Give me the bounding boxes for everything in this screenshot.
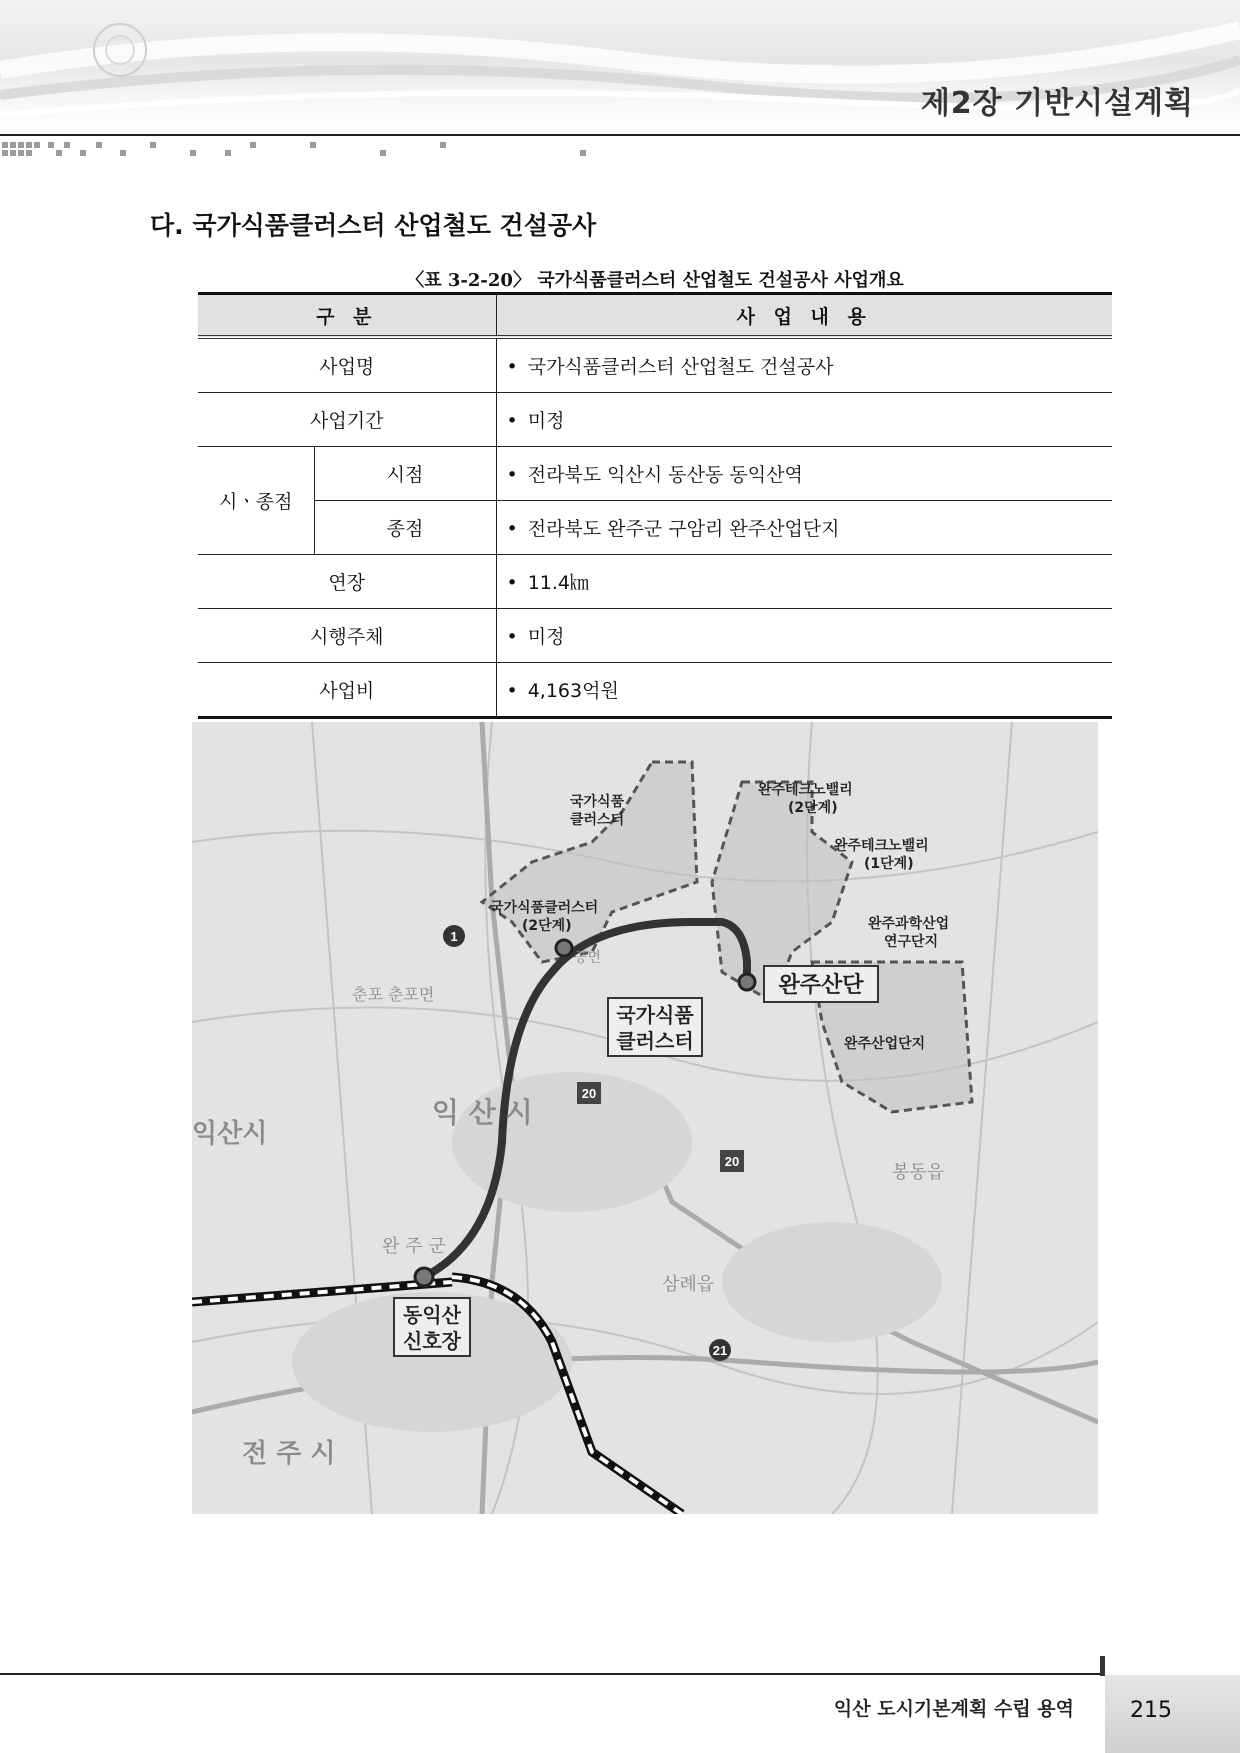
table-header-row [198, 294, 1112, 338]
row-key: 사업명 [198, 337, 496, 393]
page-number-box [1105, 1675, 1240, 1753]
row-value-text: 전라북도 완주군 구암리 완주산업단지 [527, 518, 840, 540]
row-key: 시점 [314, 447, 496, 501]
table-row [198, 447, 1112, 501]
row-value [496, 337, 1112, 393]
jeongmyeon-label: 공면 [574, 950, 602, 966]
wanju-station-marker [739, 974, 755, 990]
techno-1b-label: (1단계) [864, 856, 914, 872]
techno-1-label: 완주테크노밸리 [834, 838, 929, 854]
row-key: 종점 [314, 501, 496, 555]
project-overview-table [198, 292, 1112, 719]
row-value-text: 전라북도 익산시 동산동 동익산역 [527, 464, 803, 486]
iksan-west-label: 익산시 [192, 1119, 268, 1149]
techno-2b-label: (2단계) [788, 800, 838, 816]
chapter-title: 제2장 기반시설계획 [920, 86, 1194, 121]
cluster-station-label: 국가식품 [616, 1003, 694, 1027]
page-header [0, 0, 1240, 140]
bullet-icon: • [506, 356, 518, 378]
bullet-icon: • [506, 680, 518, 702]
wanju-county-label: 완 주 군 [382, 1236, 446, 1257]
cluster-station-marker [556, 940, 572, 956]
row-value [496, 663, 1112, 718]
decorative-squares [0, 140, 620, 160]
bullet-icon: • [506, 626, 518, 648]
footer-title: 익산 도시기본계획 수립 용역 [833, 1698, 1074, 1720]
table-row [198, 555, 1112, 609]
page-number: 215 [1130, 1698, 1172, 1723]
start-station-label-2: 신호장 [403, 1329, 461, 1353]
row-value-text: 4,163억원 [527, 680, 619, 702]
row-value-text: 미정 [527, 626, 565, 648]
row-value-text: 11.4㎞ [527, 572, 590, 594]
road-21-label: 21 [712, 1343, 728, 1358]
cluster-2b-label: (2단계) [522, 918, 572, 934]
row-value [496, 393, 1112, 447]
row-value [496, 609, 1112, 663]
footer-tick [1100, 1656, 1105, 1676]
wanju-station-label: 완주산단 [778, 973, 864, 998]
road-1-label: 1 [450, 929, 458, 944]
start-station-label: 동익산 [403, 1303, 461, 1327]
row-value [496, 555, 1112, 609]
row-value [496, 501, 1112, 555]
cluster-1-label: 국가식품 [570, 794, 625, 810]
samrye-label: 삼례읍 [662, 1274, 715, 1295]
row-key: 사업기간 [198, 393, 496, 447]
table-row [198, 337, 1112, 393]
table-row [198, 501, 1112, 555]
table-row [198, 609, 1112, 663]
header-rule [0, 134, 1240, 136]
bullet-icon: • [506, 464, 518, 486]
bullet-icon: • [506, 518, 518, 540]
start-station-marker [415, 1268, 433, 1286]
row-key: 연장 [198, 555, 496, 609]
road-20a-label: 20 [581, 1086, 597, 1101]
row-key: 사업비 [198, 663, 496, 718]
row-value [496, 447, 1112, 501]
table-caption: 〈표 3-2-20〉 국가식품클러스터 산업철도 건설공사 사업개요 [406, 270, 904, 291]
techno-2-label: 완주테크노밸리 [758, 782, 853, 798]
cluster-2-label: 국가식품클러스터 [490, 900, 599, 916]
row-value-text: 미정 [527, 410, 565, 432]
footer-rule [0, 1673, 1103, 1675]
road-20b-label: 20 [724, 1154, 740, 1169]
science-b-label: 연구단지 [884, 934, 939, 950]
wanju-complex-label: 완주산업단지 [844, 1036, 926, 1052]
row-value-text: 국가식품클러스터 산업철도 건설공사 [527, 356, 834, 378]
bullet-icon: • [506, 572, 518, 594]
jeonju-city-label: 전 주 시 [242, 1439, 336, 1469]
cluster-1b-label: 클러스터 [570, 812, 625, 828]
science-label: 완주과학산업 [868, 916, 950, 932]
table-row [198, 663, 1112, 718]
header-category: 구 분 [198, 294, 496, 338]
table-row [198, 393, 1112, 447]
row-group: 시ㆍ종점 [198, 447, 314, 555]
iksan-city-label: 익 산 시 [432, 1096, 533, 1129]
bongdong-label: 봉동읍 [892, 1162, 945, 1183]
header-content: 사 업 내 용 [496, 294, 1112, 338]
section-title: 다. 국가식품클러스터 산업철도 건설공사 [150, 211, 597, 240]
cluster-station-label-2: 클러스터 [616, 1029, 694, 1053]
row-key: 시행주체 [198, 609, 496, 663]
chunpo-label: 춘포 춘포면 [352, 985, 435, 1004]
railway-route-map [192, 722, 1098, 1514]
bullet-icon: • [506, 410, 518, 432]
